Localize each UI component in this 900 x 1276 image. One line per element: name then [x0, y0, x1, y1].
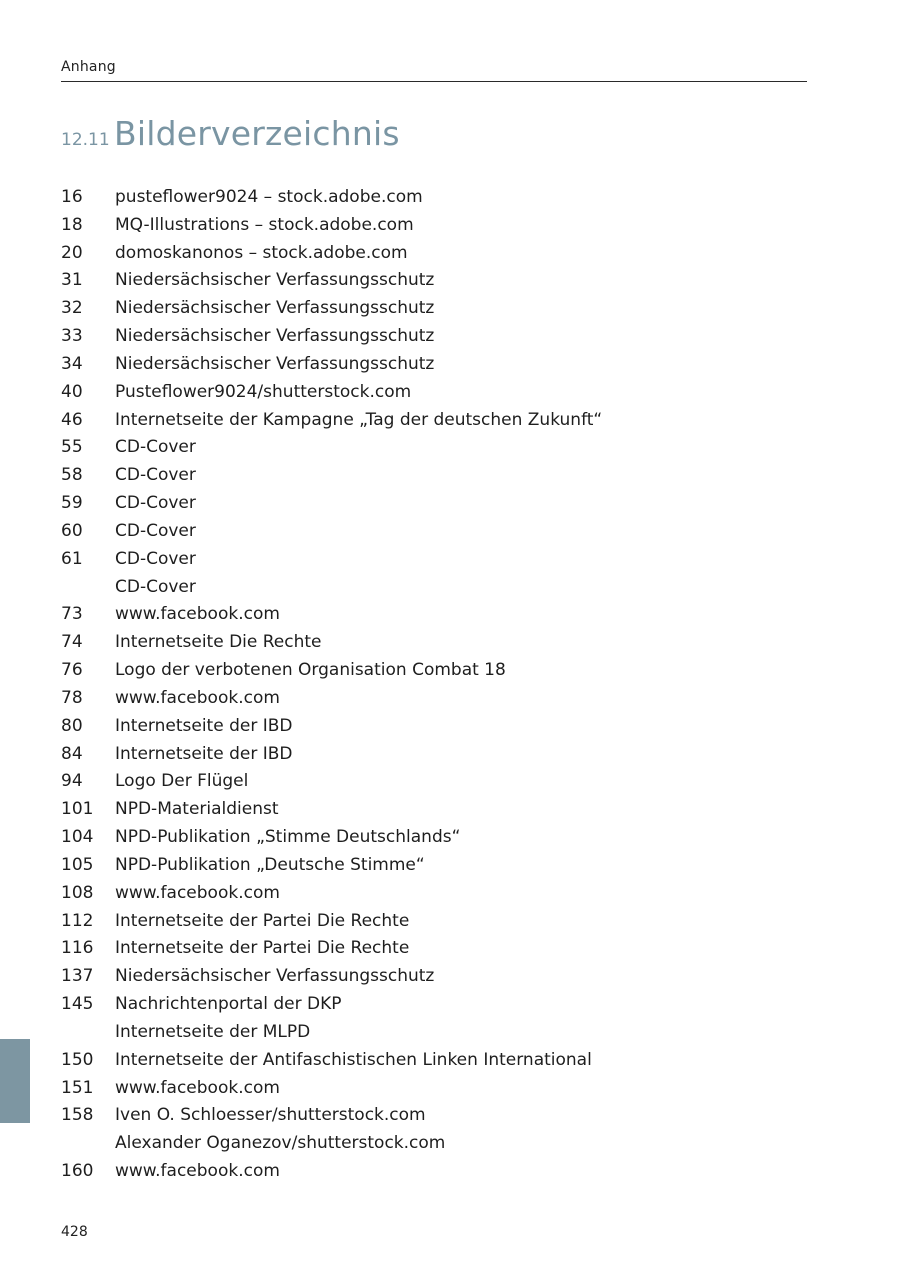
credit-entry	[61, 796, 801, 824]
entry-page-number: 78	[61, 687, 83, 708]
entry-source: Niedersächsischer Verfassungsschutz	[115, 298, 435, 319]
credit-entry	[61, 1102, 801, 1130]
credit-entry	[61, 741, 801, 769]
entry-source: domoskanonos – stock.adobe.com	[115, 242, 408, 263]
credit-entry	[61, 240, 801, 268]
entry-source: www.facebook.com	[115, 604, 280, 625]
credit-entry	[61, 1075, 801, 1103]
section-title: Bilderverzeichnis	[114, 114, 400, 153]
credit-entry	[61, 768, 801, 796]
entry-source: NPD-Materialdienst	[115, 799, 279, 820]
entry-source: NPD-Publikation „Deutsche Stimme“	[115, 854, 425, 875]
credit-entry	[61, 295, 801, 323]
credit-entry	[61, 852, 801, 880]
entry-source: www.facebook.com	[115, 1160, 280, 1181]
chapter-tab-marker	[0, 1039, 30, 1123]
credit-entry	[61, 991, 801, 1019]
entry-page-number: 104	[61, 827, 94, 848]
entry-page-number: 80	[61, 715, 83, 736]
credit-entry	[61, 518, 801, 546]
credit-entry	[61, 935, 801, 963]
entry-page-number: 40	[61, 381, 83, 402]
entry-source: Internetseite der Kampagne „Tag der deutschen Zukunft“	[115, 409, 603, 430]
entry-page-number: 112	[61, 910, 94, 931]
entry-page-number: 160	[61, 1160, 94, 1181]
entry-source: Pusteflower9024/shutterstock.com	[115, 381, 412, 402]
entry-source: pusteflower9024 – stock.adobe.com	[115, 187, 423, 207]
entry-source: www.facebook.com	[115, 882, 280, 903]
section-number: 12.11	[61, 130, 110, 150]
credit-entry	[61, 351, 801, 379]
entry-source: Internetseite der MLPD	[115, 1021, 311, 1042]
credit-entry	[61, 490, 801, 518]
section-heading	[61, 114, 400, 153]
credit-entry	[61, 1019, 801, 1047]
entry-source: www.facebook.com	[115, 687, 280, 708]
entry-source: CD-Cover	[115, 493, 196, 514]
entry-page-number: 60	[61, 520, 83, 541]
credit-entry	[61, 379, 801, 407]
entry-page-number: 101	[61, 799, 94, 820]
entry-page-number: 108	[61, 882, 94, 903]
credit-entry	[61, 1047, 801, 1075]
entry-page-number: 105	[61, 854, 94, 875]
entry-source: Internetseite der Antifaschistischen Linken International	[115, 1049, 592, 1070]
credit-entry	[61, 601, 801, 629]
credit-entry	[61, 407, 801, 435]
entry-page-number: 34	[61, 353, 83, 374]
entry-source: Alexander Oganezov/shutterstock.com	[115, 1133, 446, 1154]
entry-source: Niedersächsischer Verfassungsschutz	[115, 326, 435, 347]
credit-entry	[61, 574, 801, 602]
entry-page-number: 150	[61, 1049, 94, 1070]
credit-entry	[61, 434, 801, 462]
entry-page-number: 76	[61, 660, 83, 681]
entry-page-number: 73	[61, 604, 83, 625]
entry-page-number: 59	[61, 493, 83, 514]
entry-page-number: 145	[61, 994, 94, 1015]
entry-page-number: 84	[61, 743, 83, 764]
credit-entry	[61, 824, 801, 852]
entry-source: Niedersächsischer Verfassungsschutz	[115, 966, 435, 987]
entry-page-number: 31	[61, 270, 83, 291]
entry-source: Logo Der Flügel	[115, 771, 249, 792]
entry-page-number: 158	[61, 1105, 94, 1126]
credit-entry	[61, 184, 801, 212]
entry-source: Niedersächsischer Verfassungsschutz	[115, 353, 435, 374]
credit-entry	[61, 546, 801, 574]
entry-page-number: 74	[61, 632, 83, 653]
credit-entry	[61, 323, 801, 351]
entry-page-number: 20	[61, 242, 83, 263]
entry-source: Internetseite der Partei Die Rechte	[115, 938, 410, 959]
credit-entry	[61, 1130, 801, 1158]
header-rule	[61, 81, 807, 82]
entry-page-number: 55	[61, 437, 83, 458]
credit-entry	[61, 462, 801, 490]
entry-page-number: 116	[61, 938, 94, 959]
credit-entry	[61, 629, 801, 657]
entry-source: CD-Cover	[115, 548, 196, 569]
entry-page-number: 151	[61, 1077, 94, 1098]
entry-source: Logo der verbotenen Organisation Combat 18	[115, 660, 506, 681]
entry-page-number: 94	[61, 771, 83, 792]
entry-page-number: 137	[61, 966, 94, 987]
entry-source: CD-Cover	[115, 520, 196, 541]
credit-entry	[61, 880, 801, 908]
entry-page-number: 46	[61, 409, 83, 430]
entry-source: Internetseite der IBD	[115, 743, 293, 764]
entry-page-number: 16	[61, 187, 83, 207]
credit-entry	[61, 963, 801, 991]
credit-entry	[61, 1158, 801, 1186]
entry-page-number: 33	[61, 326, 83, 347]
entry-source: Niedersächsischer Verfassungsschutz	[115, 270, 435, 291]
running-head: Anhang	[61, 59, 116, 75]
entry-source: Internetseite der Partei Die Rechte	[115, 910, 410, 931]
entry-page-number: 61	[61, 548, 83, 569]
entry-source: Internetseite Die Rechte	[115, 632, 322, 653]
credit-entry	[61, 908, 801, 936]
entry-source: Iven O. Schloesser/shutterstock.com	[115, 1105, 426, 1126]
entry-source: Nachrichtenportal der DKP	[115, 994, 342, 1015]
credit-entry	[61, 713, 801, 741]
entry-page-number: 58	[61, 465, 83, 486]
credit-entry	[61, 212, 801, 240]
image-credit-list	[61, 184, 801, 1186]
entry-page-number: 32	[61, 298, 83, 319]
entry-source: CD-Cover	[115, 465, 196, 486]
credit-entry	[61, 657, 801, 685]
credit-entry	[61, 685, 801, 713]
entry-source: MQ-Illustrations – stock.adobe.com	[115, 214, 414, 235]
entry-source: CD-Cover	[115, 437, 196, 458]
credit-entry	[61, 267, 801, 295]
page-number: 428	[61, 1224, 88, 1240]
entry-source: Internetseite der IBD	[115, 715, 293, 736]
entry-source: NPD-Publikation „Stimme Deutschlands“	[115, 827, 461, 848]
entry-source: CD-Cover	[115, 576, 196, 597]
entry-page-number: 18	[61, 214, 83, 235]
entry-source: www.facebook.com	[115, 1077, 280, 1098]
